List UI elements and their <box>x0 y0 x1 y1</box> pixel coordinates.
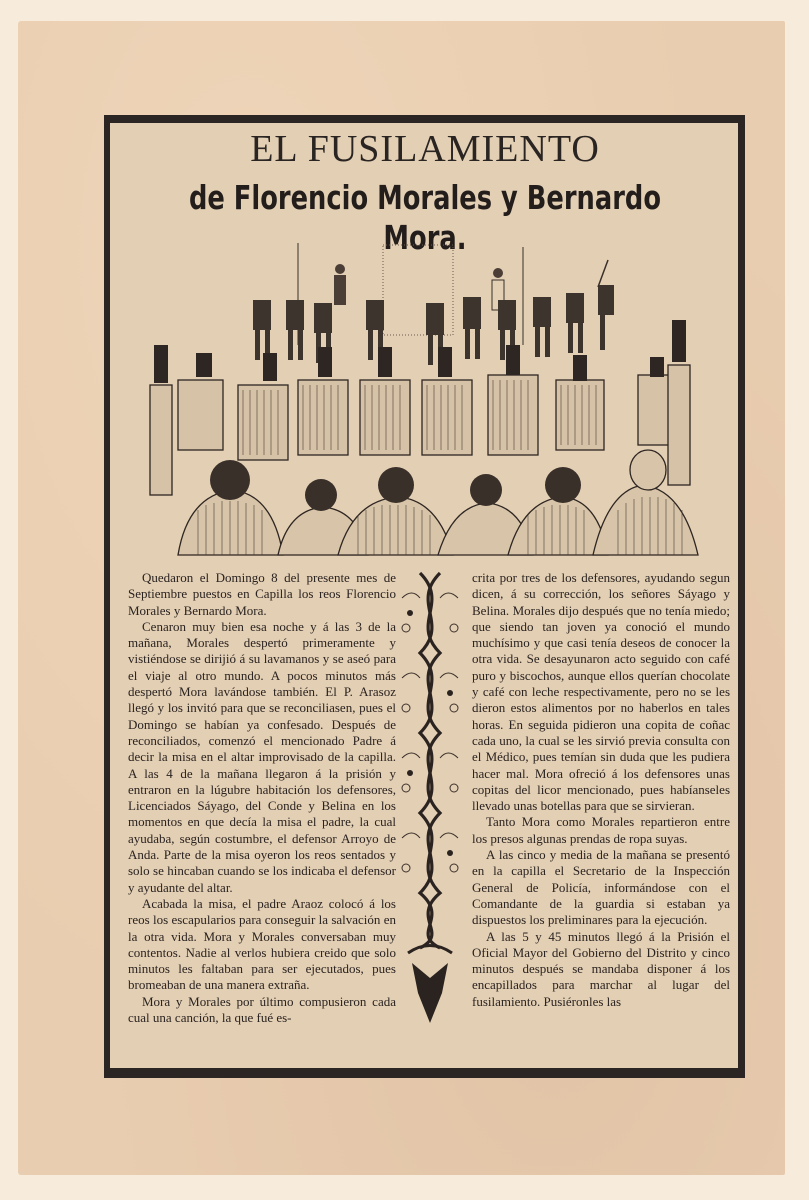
firing-squad-engraving-icon <box>138 235 708 560</box>
article-column-right <box>472 570 730 1010</box>
paragraph: Tanto Mora como Morales repartieron entre los presos algunas prendas de ropa suyas. <box>472 814 730 846</box>
paragraph: Quedaron el Domingo 8 del presente mes de Septiembre puestos en Capilla los reos Florencio Morales y Bernardo Mora. <box>128 570 396 618</box>
vine-ornament-icon <box>398 568 462 1023</box>
paragraph: Cenaron muy bien esa noche y á las 3 de la mañana, Morales despertó primeramente y vistiéndose se dirijió á su lavamanos y se aseó para el viaje al otro mundo. A pocos minutos más despertó Mora lavándose también. El P. Arasoz llegó y los invitó para que se reconciliasen, pues el Domingo se habían ya confesado. Después de reconciliados, comenzó el mencionado Padre á decir la misa en el altar improvisado de la capilla. A las 4 de la mañana llegaron á la prisión y entraron en la lúgubre habitación los defensores, Licenciados Sáyago, del Conde y Belina en los momentos en que decía la misa el padre, la cual ayudaba, según costumbre, el defensor Arroyo de Anda. Parte de la misa oyeron los reos sentados y solo se hincaban cuando se los indicaba el defensor y ayudante del altar. <box>128 618 396 895</box>
paragraph: Mora y Morales por último compusieron cada cual una canción, la que fué es- <box>128 993 396 1026</box>
paragraph: A las cinco y media de la mañana se presentó en la capilla el Secretario de la Inspección General de Policía, informándose con el Comandante de la guardia si estaban ya dispuestos los preliminares para la ejecución. <box>472 847 730 928</box>
subheadline: de Florencio Morales y Bernardo Mora. <box>188 178 662 257</box>
paragraph: crita por tres de los defensores, ayudando segun dicen, á su corrección, los señores Sáyago y Belina. Morales dijo después que no tenía miedo; que siendo tan joven ya conoció el mundo muchísimo y que casi tenía deseos de conocer la otra vida. Se desayunaron acto seguido con café puro y biscochos, aunque ellos querían chocolate y café con leche respectivamente, pero no se les dieron estos alimentos por no haberlos en tales horas. En seguida pidieron una copita de coñac cada uno, la cual se les sirvió previa consulta con el Médico, pues temían sin duda que les pudiera hacer mal. Mora ofreció á los defensores unas copitas del licor mencionado, pues habíanseles llevado unas botellas para que se sirvieran. <box>472 570 730 814</box>
paragraph: Acabada la misa, el padre Araoz colocó á los reos los escapularios para conseguir la salvación en la otra vida. Mora y Morales conversaban muy contentos. Nadie al verlos hubiera creido que solo minutos les faltaban para ser ejecutados, pues bromeaban de una manera extraña. <box>128 895 396 993</box>
headline: EL FUSILAMIENTO <box>250 128 600 170</box>
article-column-left <box>128 570 396 1026</box>
paragraph: A las 5 y 45 minutos llegó á la Prisión el Oficial Mayor del Gobierno del Distrito y cinco minutos después se mandaba disponer á los encapillados para marchar al lugar del fusilamiento. Pusiéronles las <box>472 928 730 1009</box>
